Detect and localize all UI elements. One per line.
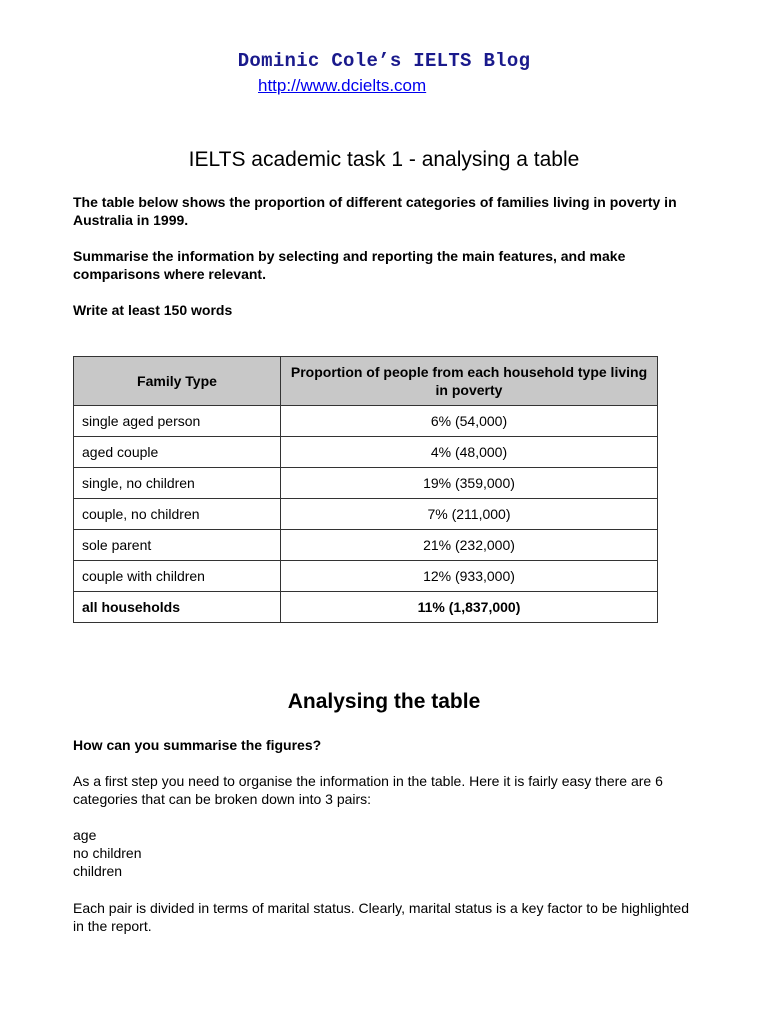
category-pair-list: [73, 826, 698, 880]
poverty-table: [73, 356, 658, 623]
table-header-row: [74, 357, 658, 406]
cell-family-type: single aged person: [74, 406, 281, 437]
analysis-paragraph: Each pair is divided in terms of marital status. Clearly, marital status is a key factor to be highlighted in the report.: [73, 900, 690, 934]
cell-proportion: 19% (359,000): [281, 468, 658, 499]
analysis-paragraph: As a first step you need to organise the information in the table. Here it is fairly easy there are 6 categories that can be broken down into 3 pairs:: [73, 773, 663, 807]
task-instruction-word-count: Write at least 150 words: [73, 302, 233, 318]
list-item: age: [73, 827, 97, 843]
cell-family-type: couple with children: [74, 561, 281, 592]
analysis-question: How can you summarise the figures?: [73, 737, 322, 753]
cell-family-type: aged couple: [74, 437, 281, 468]
cell-family-type: single, no children: [74, 468, 281, 499]
cell-total-label: all households: [74, 592, 281, 623]
table-row: [74, 406, 658, 437]
cell-family-type: sole parent: [74, 530, 281, 561]
task-heading: IELTS academic task 1 - analysing a table: [188, 148, 580, 171]
table-row: [74, 561, 658, 592]
cell-proportion: 4% (48,000): [281, 437, 658, 468]
table-total-row: [74, 592, 658, 623]
cell-proportion: 12% (933,000): [281, 561, 658, 592]
cell-total-value: 11% (1,837,000): [281, 592, 658, 623]
table-row: [74, 437, 658, 468]
list-item: no children: [73, 845, 142, 861]
cell-proportion: 7% (211,000): [281, 499, 658, 530]
column-header-family-type: Family Type: [74, 357, 281, 406]
blog-url-link[interactable]: http://www.dcielts.com: [258, 76, 427, 95]
task-instruction-description: The table below shows the proportion of different categories of families living in poverty in Australia in 1999.: [73, 194, 677, 228]
blog-title: Dominic Cole’s IELTS Blog: [237, 50, 531, 72]
list-item: children: [73, 863, 123, 879]
task-instruction-summarise: Summarise the information by selecting and reporting the main features, and make comparisons where relevant.: [73, 248, 626, 282]
table-row: [74, 499, 658, 530]
cell-proportion: 6% (54,000): [281, 406, 658, 437]
cell-proportion: 21% (232,000): [281, 530, 658, 561]
table-row: [74, 530, 658, 561]
table-row: [74, 468, 658, 499]
column-header-proportion: Proportion of people from each household type living in poverty: [281, 357, 658, 406]
analysis-heading: Analysing the table: [287, 690, 481, 713]
cell-family-type: couple, no children: [74, 499, 281, 530]
